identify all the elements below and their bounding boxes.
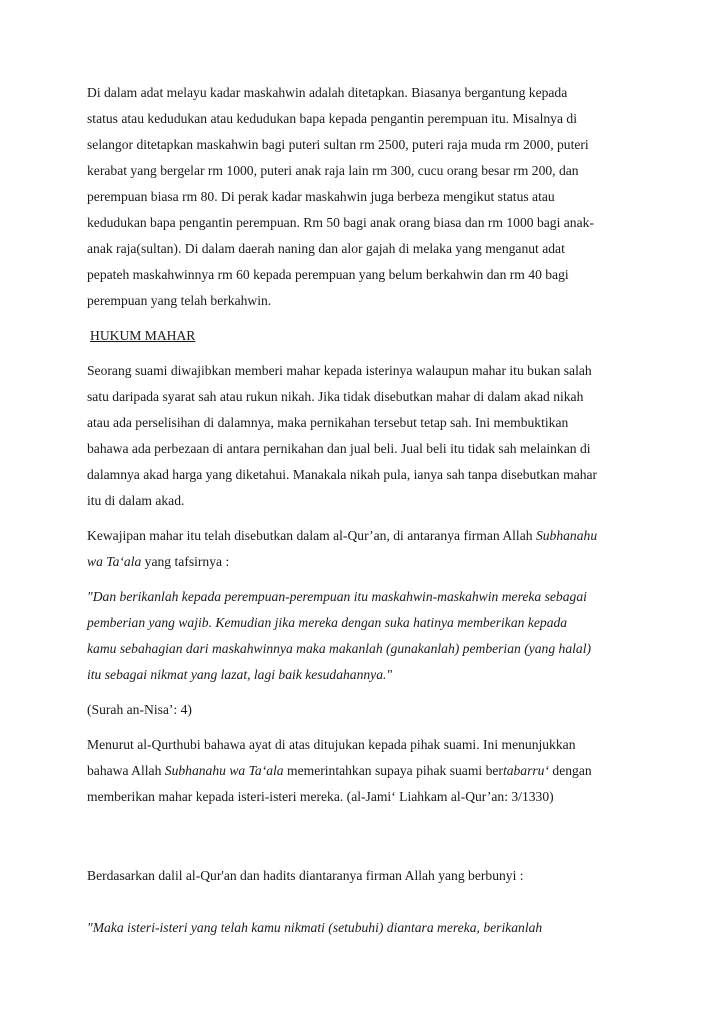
text-line: perempuan biasa rm 80. Di perak kadar maskahwin juga berbeza mengikut status atau [87, 189, 555, 204]
text-run: bahawa Allah [87, 763, 165, 778]
text-line [87, 549, 643, 575]
paragraph-dalil: Berdasarkan dalil al-Qur'an dan hadits diantaranya firman Allah yang berbunyi : [87, 868, 524, 883]
paragraph-adat-melayu [87, 80, 643, 314]
italic-term: Subhanahu [535, 528, 598, 543]
text-line: dalamnya akad harga yang diketahui. Manakala nikah pula, ianya sah tanpa disebutkan mahar [87, 467, 598, 482]
section-heading: HUKUM MAHAR [90, 328, 196, 343]
text-line: anak raja(sultan). Di dalam daerah naning dan alor gajah di melaka yang menganut adat [87, 241, 565, 256]
verse-citation: (Surah an-Nisa’: 4) [87, 702, 192, 717]
text-line: itu di dalam akad. [87, 493, 185, 508]
text-line [87, 523, 643, 549]
text-line: Seorang suami diwajibkan memberi mahar kepada isterinya walaupun mahar itu bukan salah [87, 363, 592, 378]
text-line: pemberian yang wajib. Kemudian jika mereka dengan suka hatinya memberikan kepada [87, 615, 568, 630]
text-run: Kewajipan mahar itu telah disebutkan dalam al-Qur’an, di antaranya firman Allah [87, 528, 536, 543]
paragraph-suami-mahar [87, 358, 643, 514]
text-line [87, 758, 643, 784]
text-line: kamu sebahagian dari maskahwinnya maka makanlah (gunakanlah) pemberian (yang halal) [87, 641, 592, 656]
text-line: Menurut al-Qurthubi bahawa ayat di atas ditujukan kepada pihak suami. Ini menunjukkan [87, 737, 576, 752]
text-line: status atau kedudukan atau kedudukan bapa kepada pengantin perempuan itu. Misalnya di [87, 111, 577, 126]
text-line: Di dalam adat melayu kadar maskahwin adalah ditetapkan. Biasanya bergantung kepada [87, 85, 568, 100]
text-line: satu daripada syarat sah atau rukun nikah. Jika tidak disebutkan mahar di dalam akad nikah [87, 389, 584, 404]
text-run: memerintahkan supaya pihak suami ber [283, 763, 503, 778]
text-line: perempuan yang telah berkahwin. [87, 293, 272, 308]
italic-term: tabarru‘ [502, 763, 550, 778]
paragraph-kewajipan [87, 523, 643, 575]
text-line: "Dan berikanlah kepada perempuan-perempuan itu maskahwin-maskahwin mereka sebagai [87, 589, 587, 604]
text-line: kerabat yang bergelar rm 1000, puteri anak raja lain rm 300, cucu orang besar rm 200, dan [87, 163, 579, 178]
italic-term: wa Ta‘ala [87, 554, 142, 569]
text-line: atau ada perselisihan di dalamnya, maka pernikahan tersebut tetap sah. Ini membuktikan [87, 415, 569, 430]
text-line: selangor ditetapkan maskahwin bagi puteri sultan rm 2500, puteri raja muda rm 2000, puteri [87, 137, 589, 152]
text-run: yang tafsirnya : [141, 554, 230, 569]
italic-term: Subhanahu wa Ta‘ala [164, 763, 284, 778]
text-line: itu sebagai nikmat yang lazat, lagi baik kesudahannya." [87, 667, 393, 682]
spacer [87, 819, 643, 863]
text-line: pepateh maskahwinnya rm 60 kepada perempuan yang belum berkahwin dan rm 40 bagi [87, 267, 569, 282]
text-line: kedudukan bapa pengantin perempuan. Rm 50 bagi anak orang biasa dan rm 1000 bagi anak- [87, 215, 594, 230]
text-line: memberikan mahar kepada isteri-isteri mereka. (al-Jami‘ Liahkam al-Qur’an: 3/1330) [87, 789, 554, 804]
text-line: bahawa ada perbezaan di antara pernikahan dan jual beli. Jual beli itu tidak sah melainkan di [87, 441, 591, 456]
document-body [87, 80, 643, 950]
text-run: dengan [549, 763, 592, 778]
spacer [87, 898, 643, 915]
quote-verse-2: "Maka isteri-isteri yang telah kamu nikmati (setubuhi) diantara mereka, berikanlah [87, 920, 543, 935]
quote-verse [87, 584, 643, 688]
paragraph-qurthubi [87, 732, 643, 810]
